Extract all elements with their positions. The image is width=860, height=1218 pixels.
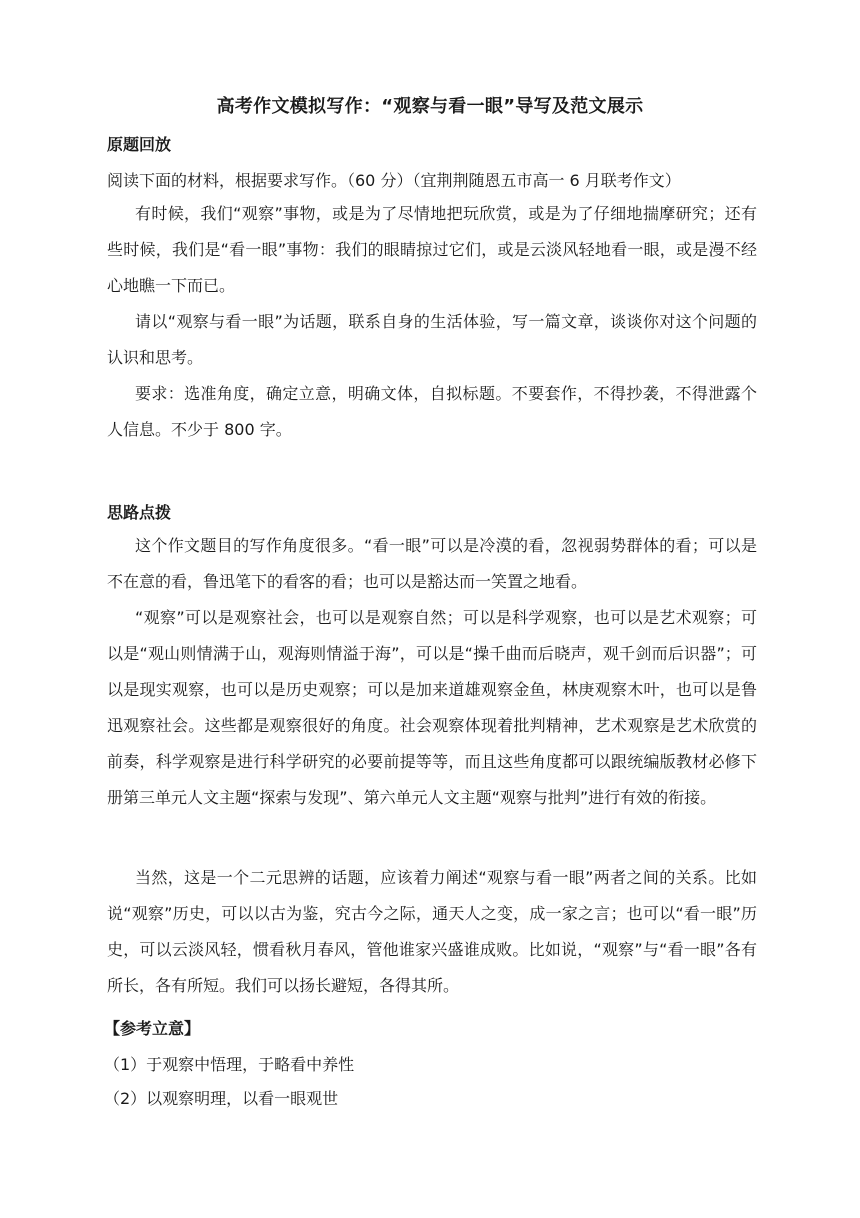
prompt-material-paragraph: 有时候，我们“观察”事物，或是为了尽情地把玩欣赏，或是为了仔细地揣摩研究；还有些时候，我们是“看一眼”事物：我们的眼睛掠过它们，或是云淡风轻地看一眼，或是漫不经心地瞧一下而已。 bbox=[107, 204, 757, 295]
document-title: 高考作文模拟写作：“观察与看一眼”导写及范文展示 bbox=[216, 96, 644, 117]
approach-paragraph-1: 这个作文题目的写作角度很多。“看一眼”可以是冷漠的看，忽视弱势群体的看；可以是不在意的看，鲁迅笔下的看客的看；也可以是豁达而一笑置之地看。 bbox=[107, 536, 757, 591]
reference-idea-item: （2）以观察明理，以看一眼观世 bbox=[104, 1089, 339, 1108]
approach-paragraph-2: “观察”可以是观察社会，也可以是观察自然；可以是科学观察，也可以是艺术观察；可以是“观山则情满于山，观海则情溢于海”，可以是“操千曲而后晓声，观千剑而后识器”；可以是现实观察，也可以是历史观察；可以是加来道雄观察金鱼，林庚观察木叶，也可以是鲁迅观察社会。这些都是观察很好的角度。社会观察体现着批判精神，艺术观察是艺术欣赏的前奏，科学观察是进行科学研究的必要前提等等，而且这些角度都可以跟统编版教材必修下册第三单元人文主题“探索与发现”、第六单元人文主题“观察与批判”进行有效的衔接。 bbox=[107, 608, 757, 807]
prompt-intro: 阅读下面的材料，根据要求写作。（60 分）（宜荆荆随恩五市高一 6 月联考作文） bbox=[107, 171, 681, 190]
section-heading-original-prompt: 原题回放 bbox=[107, 135, 172, 154]
section-heading-approach: 思路点拨 bbox=[107, 503, 172, 522]
approach-paragraph-3: 当然，这是一个二元思辨的话题，应该着力阐述“观察与看一眼”两者之间的关系。比如说“观察”历史，可以以古为鉴，究古今之际，通天人之变，成一家之言；也可以“看一眼”历史，可以云淡风轻，惯看秋月春风，管他谁家兴盛谁成败。比如说，“观察”与“看一眼”各有所长，各有所短。我们可以扬长避短，各得其所。 bbox=[107, 868, 757, 995]
prompt-requirements-paragraph: 要求：选准角度，确定立意，明确文体，自拟标题。不要套作，不得抄袭，不得泄露个人信息。不少于 800 字。 bbox=[107, 384, 757, 439]
reference-ideas-heading: 【参考立意】 bbox=[104, 1019, 201, 1038]
reference-idea-item: （1）于观察中悟理，于略看中养性 bbox=[104, 1055, 355, 1074]
prompt-task-paragraph: 请以“观察与看一眼”为话题，联系自身的生活体验，写一篇文章，谈谈你对这个问题的认识和思考。 bbox=[107, 312, 757, 367]
